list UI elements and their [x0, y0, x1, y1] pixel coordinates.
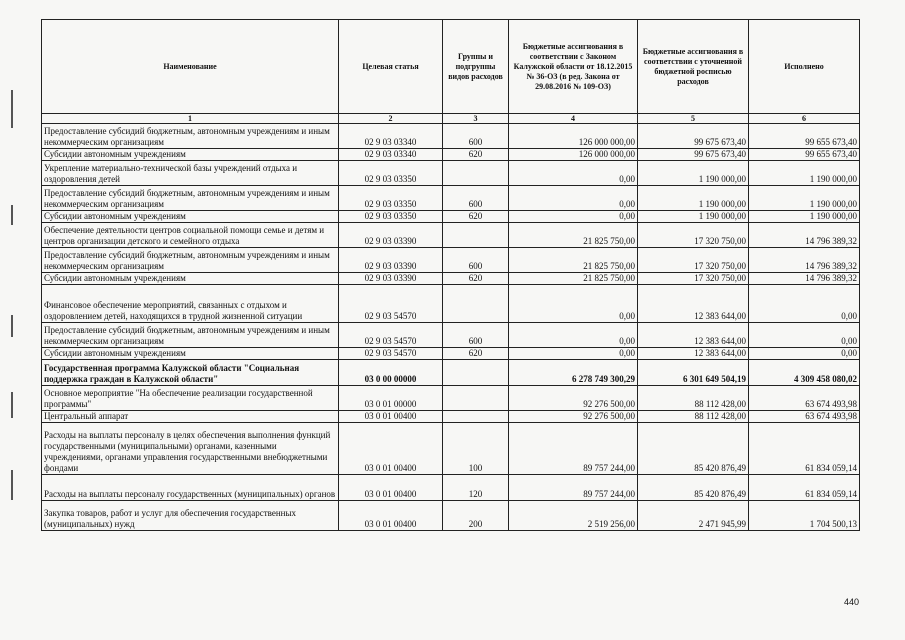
table-row: [42, 149, 860, 161]
row-expense-group: 620: [443, 348, 509, 360]
row-target-code: 02 9 03 03350: [339, 161, 443, 186]
row-executed-amount: 61 834 059,14: [749, 475, 860, 501]
row-law-amount: 89 757 244,00: [509, 423, 638, 475]
row-expense-group: [443, 223, 509, 248]
row-refined-amount: 2 471 945,99: [638, 501, 749, 531]
header-refined-allocations: Бюджетные ассигнования в соответствии с уточненной бюджетной росписью расходов: [638, 20, 749, 114]
row-law-amount: 0,00: [509, 161, 638, 186]
row-name: Субсидии автономным учреждениям: [42, 273, 339, 285]
row-law-amount: 0,00: [509, 323, 638, 348]
row-name: Расходы на выплаты персоналу государственных (муниципальных) органов: [42, 475, 339, 501]
row-target-code: 02 9 03 03340: [339, 124, 443, 149]
row-refined-amount: 99 675 673,40: [638, 149, 749, 161]
header-law-allocations: Бюджетные ассигнования в соответствии с Законом Калужской области от 18.12.2015 № 36-ОЗ (в ред. Закона от 29.08.2016 № 109-ОЗ): [509, 20, 638, 114]
row-name: Предоставление субсидий бюджетным, автономным учреждениям и иным некоммерческим организациям: [42, 124, 339, 149]
column-number: 2: [339, 114, 443, 124]
row-refined-amount: 17 320 750,00: [638, 273, 749, 285]
row-target-code: 02 9 03 54570: [339, 285, 443, 323]
row-law-amount: 126 000 000,00: [509, 124, 638, 149]
row-law-amount: 0,00: [509, 348, 638, 360]
budget-table: [41, 19, 860, 531]
row-law-amount: 0,00: [509, 211, 638, 223]
row-expense-group: 620: [443, 149, 509, 161]
row-executed-amount: 1 190 000,00: [749, 211, 860, 223]
table-row: [42, 348, 860, 360]
margin-mark: [11, 392, 13, 418]
row-expense-group: [443, 285, 509, 323]
row-law-amount: 21 825 750,00: [509, 223, 638, 248]
row-law-amount: 0,00: [509, 285, 638, 323]
row-target-code: 03 0 01 00400: [339, 501, 443, 531]
column-number: 3: [443, 114, 509, 124]
row-name: Субсидии автономным учреждениям: [42, 149, 339, 161]
row-expense-group: [443, 360, 509, 386]
row-expense-group: 620: [443, 211, 509, 223]
table-row: [42, 411, 860, 423]
row-target-code: 02 9 03 03350: [339, 186, 443, 211]
row-law-amount: 2 519 256,00: [509, 501, 638, 531]
row-name: Предоставление субсидий бюджетным, автономным учреждениям и иным некоммерческим организациям: [42, 323, 339, 348]
row-refined-amount: 85 420 876,49: [638, 475, 749, 501]
row-law-amount: 92 276 500,00: [509, 411, 638, 423]
row-refined-amount: 12 383 644,00: [638, 285, 749, 323]
row-expense-group: [443, 386, 509, 411]
row-executed-amount: 0,00: [749, 323, 860, 348]
header-target: Целевая статья: [339, 20, 443, 114]
row-target-code: 02 9 03 03340: [339, 149, 443, 161]
table-row: [42, 186, 860, 211]
row-target-code: 03 0 01 00400: [339, 411, 443, 423]
margin-mark: [11, 470, 13, 500]
row-executed-amount: 1 190 000,00: [749, 161, 860, 186]
table-row: [42, 323, 860, 348]
row-target-code: 02 9 03 54570: [339, 323, 443, 348]
table-row: [42, 285, 860, 323]
table-row: [42, 124, 860, 149]
row-target-code: 03 0 01 00000: [339, 386, 443, 411]
row-name: Предоставление субсидий бюджетным, автономным учреждениям и иным некоммерческим организациям: [42, 186, 339, 211]
table-row: [42, 360, 860, 386]
row-name: Закупка товаров, работ и услуг для обеспечения государственных (муниципальных) нужд: [42, 501, 339, 531]
row-executed-amount: 63 674 493,98: [749, 386, 860, 411]
row-refined-amount: 12 383 644,00: [638, 348, 749, 360]
row-name: Расходы на выплаты персоналу в целях обеспечения выполнения функций государственными (муниципальными) органами, казенными учреждениями, органами управления государственными внебюджетными фондами: [42, 423, 339, 475]
row-target-code: 02 9 03 54570: [339, 348, 443, 360]
row-refined-amount: 17 320 750,00: [638, 223, 749, 248]
row-law-amount: 92 276 500,00: [509, 386, 638, 411]
row-refined-amount: 17 320 750,00: [638, 248, 749, 273]
margin-mark: [11, 90, 13, 128]
header-name: Наименование: [42, 20, 339, 114]
header-executed: Исполнено: [749, 20, 860, 114]
row-law-amount: 6 278 749 300,29: [509, 360, 638, 386]
row-target-code: 02 9 03 03390: [339, 248, 443, 273]
row-name: Государственная программа Калужской области "Социальная поддержка граждан в Калужской области": [42, 360, 339, 386]
row-name: Субсидии автономным учреждениям: [42, 211, 339, 223]
header-groups: Группы и подгруппы видов расходов: [443, 20, 509, 114]
row-name: Укрепление материально-технической базы учреждений отдыха и оздоровления детей: [42, 161, 339, 186]
table-row: [42, 423, 860, 475]
table-row: [42, 475, 860, 501]
row-expense-group: 200: [443, 501, 509, 531]
row-executed-amount: 0,00: [749, 285, 860, 323]
row-refined-amount: 99 675 673,40: [638, 124, 749, 149]
table-row: [42, 386, 860, 411]
table-row: [42, 211, 860, 223]
row-expense-group: 100: [443, 423, 509, 475]
row-name: Центральный аппарат: [42, 411, 339, 423]
row-executed-amount: 61 834 059,14: [749, 423, 860, 475]
row-executed-amount: 1 704 500,13: [749, 501, 860, 531]
row-executed-amount: 14 796 389,32: [749, 273, 860, 285]
row-refined-amount: 12 383 644,00: [638, 323, 749, 348]
row-refined-amount: 85 420 876,49: [638, 423, 749, 475]
row-executed-amount: 14 796 389,32: [749, 223, 860, 248]
row-target-code: 03 0 01 00400: [339, 423, 443, 475]
row-expense-group: 600: [443, 323, 509, 348]
row-law-amount: 89 757 244,00: [509, 475, 638, 501]
margin-mark: [11, 315, 13, 337]
row-executed-amount: 0,00: [749, 348, 860, 360]
table-row: [42, 273, 860, 285]
row-name: Предоставление субсидий бюджетным, автономным учреждениям и иным некоммерческим организациям: [42, 248, 339, 273]
row-executed-amount: 4 309 458 080,02: [749, 360, 860, 386]
row-target-code: 02 9 03 03390: [339, 273, 443, 285]
row-refined-amount: 88 112 428,00: [638, 386, 749, 411]
row-target-code: 02 9 03 03350: [339, 211, 443, 223]
row-target-code: 02 9 03 03390: [339, 223, 443, 248]
row-refined-amount: 88 112 428,00: [638, 411, 749, 423]
row-law-amount: 21 825 750,00: [509, 273, 638, 285]
row-law-amount: 0,00: [509, 186, 638, 211]
column-number: 5: [638, 114, 749, 124]
row-target-code: 03 0 00 00000: [339, 360, 443, 386]
row-executed-amount: 63 674 493,98: [749, 411, 860, 423]
row-expense-group: 120: [443, 475, 509, 501]
row-expense-group: 600: [443, 124, 509, 149]
row-executed-amount: 99 655 673,40: [749, 149, 860, 161]
row-name: Основное мероприятие "На обеспечение реализации государственной программы": [42, 386, 339, 411]
row-name: Финансовое обеспечение мероприятий, связанных с отдыхом и оздоровлением детей, находящихся в трудной жизненной ситуации: [42, 285, 339, 323]
row-expense-group: [443, 161, 509, 186]
row-refined-amount: 1 190 000,00: [638, 161, 749, 186]
row-expense-group: [443, 411, 509, 423]
table-row: [42, 161, 860, 186]
row-name: Субсидии автономным учреждениям: [42, 348, 339, 360]
row-executed-amount: 1 190 000,00: [749, 186, 860, 211]
column-number: 1: [42, 114, 339, 124]
row-name: Обеспечение деятельности центров социальной помощи семье и детям и центров организации детского и семейного отдыха: [42, 223, 339, 248]
row-executed-amount: 99 655 673,40: [749, 124, 860, 149]
row-expense-group: 600: [443, 248, 509, 273]
row-expense-group: 600: [443, 186, 509, 211]
margin-mark: [11, 205, 13, 225]
row-target-code: 03 0 01 00400: [339, 475, 443, 501]
column-number: 6: [749, 114, 860, 124]
table-row: [42, 223, 860, 248]
table-body: [42, 124, 860, 531]
row-refined-amount: 6 301 649 504,19: [638, 360, 749, 386]
row-refined-amount: 1 190 000,00: [638, 186, 749, 211]
column-number-row: [42, 114, 860, 124]
table-row: [42, 501, 860, 531]
column-number: 4: [509, 114, 638, 124]
page-number: 440: [843, 597, 859, 607]
row-executed-amount: 14 796 389,32: [749, 248, 860, 273]
row-law-amount: 126 000 000,00: [509, 149, 638, 161]
row-refined-amount: 1 190 000,00: [638, 211, 749, 223]
table-row: [42, 248, 860, 273]
row-law-amount: 21 825 750,00: [509, 248, 638, 273]
header-row: [42, 20, 860, 114]
row-expense-group: 620: [443, 273, 509, 285]
